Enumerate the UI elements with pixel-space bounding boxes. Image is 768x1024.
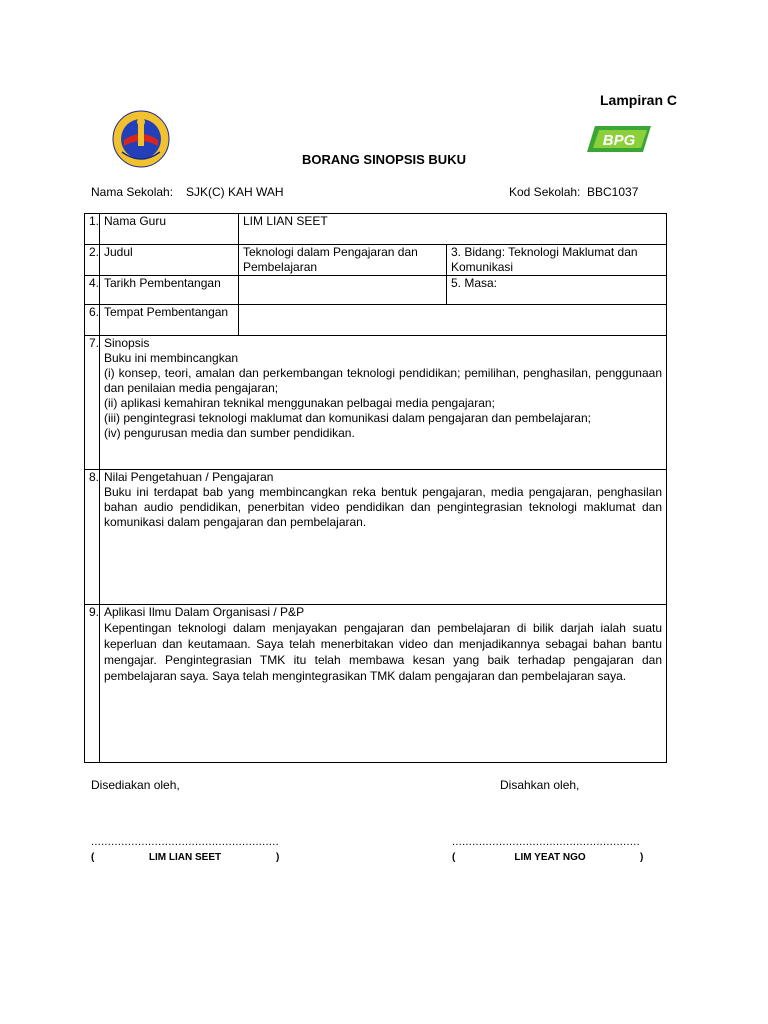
synopsis-form-table — [84, 213, 667, 763]
school-name-label: Nama Sekolah: — [91, 185, 174, 199]
signature-line-left: ........................................................ — [91, 836, 279, 848]
row-number: 9. — [85, 605, 100, 763]
venue-label: Tempat Pembentangan — [100, 305, 239, 336]
row-number: 6. — [85, 305, 100, 336]
bpg-logo — [585, 122, 653, 156]
row-number: 1. — [85, 214, 100, 245]
approved-by-label: Disahkan oleh, — [500, 778, 580, 792]
synopsis-line: (iii) pengintegrasi teknologi maklumat dan komunikasi dalam pengajaran dan pembelajaran; — [104, 411, 591, 425]
table-row — [85, 605, 667, 763]
school-code-value: BBC1037 — [587, 185, 639, 199]
row-number: 2. — [85, 245, 100, 276]
knowledge-heading: Nilai Pengetahuan / Pengajaran — [104, 470, 274, 484]
table-row — [85, 245, 667, 276]
paren-open-right: ( — [452, 852, 456, 863]
lampiran-label: Lampiran C — [600, 92, 678, 108]
teacher-name-label: Nama Guru — [100, 214, 239, 245]
paren-open-left: ( — [91, 852, 95, 863]
application-heading: Aplikasi Ilmu Dalam Organisasi / P&P — [104, 605, 305, 619]
table-row — [85, 214, 667, 245]
date-label: Tarikh Pembentangan — [100, 276, 239, 305]
bpg-logo-text: BPG — [602, 132, 636, 149]
signature-line-right: ........................................................ — [452, 836, 640, 848]
teacher-name-value: LIM LIAN SEET — [239, 214, 667, 245]
field-value: 3. Bidang: Teknologi Maklumat dan Komunikasi — [447, 245, 667, 276]
synopsis-line: (iv) pengurusan media dan sumber pendidikan. — [104, 426, 355, 440]
table-row — [85, 305, 667, 336]
synopsis-heading: Sinopsis — [104, 336, 150, 350]
knowledge-body: Buku ini terdapat bab yang membincangkan reka bentuk pengajaran, media pengajaran, penghasilan bahan audio pendidikan, penerbitan video pendidikan dan pengintegrasian teknologi maklumat dan komunikasi dalam pengajaran dan pembelajaran. — [104, 485, 662, 529]
time-label: 5. Masa: — [447, 276, 667, 305]
title-value: Teknologi dalam Pengajaran dan Pembelajaran — [239, 245, 447, 276]
application-cell — [100, 605, 667, 763]
form-title: BORANG SINOPSIS BUKU — [302, 152, 466, 167]
row-number: 8. — [85, 470, 100, 605]
synopsis-line: (ii) aplikasi kemahiran teknikal menggunakan pelbagai media pengajaran; — [104, 396, 495, 410]
approver-name: LIM YEAT NGO — [514, 852, 586, 863]
school-code-label: Kod Sekolah: — [509, 185, 581, 199]
row-number: 4. — [85, 276, 100, 305]
application-body: Kepentingan teknologi dalam menjayakan pengajaran dan pembelajaran di bilik darjah ialah suatu keperluan dan keutamaan. Saya telah menerbitakan video dan menjadikannya sebagai bahan bantu mengajar. Pengintegrasian TMK itu telah membawa kesan yang baik terhadap pengajaran dan pembelajaran saya. Saya telah mengintegrasikan TMK dalam pengajaran dan pembelajaran saya. — [104, 621, 662, 683]
venue-value — [239, 305, 667, 336]
paren-close-right: ) — [640, 852, 644, 863]
paren-close-left: ) — [276, 852, 280, 863]
table-row — [85, 336, 667, 470]
title-label: Judul — [100, 245, 239, 276]
preparer-name: LIM LIAN SEET — [148, 852, 222, 863]
date-value — [239, 276, 447, 305]
table-row — [85, 276, 667, 305]
prepared-by-label: Disediakan oleh, — [91, 778, 180, 792]
synopsis-line: Buku ini membincangkan — [104, 351, 239, 365]
school-name-value: SJK(C) KAH WAH — [186, 185, 284, 199]
row-number: 7. — [85, 336, 100, 470]
knowledge-value-cell — [100, 470, 667, 605]
synopsis-cell — [100, 336, 667, 470]
table-row — [85, 470, 667, 605]
synopsis-line: (i) konsep, teori, amalan dan perkembangan teknologi pendidikan; pemilihan, penghasilan, penggunaan dan penilaian media pengajaran; — [104, 366, 662, 395]
